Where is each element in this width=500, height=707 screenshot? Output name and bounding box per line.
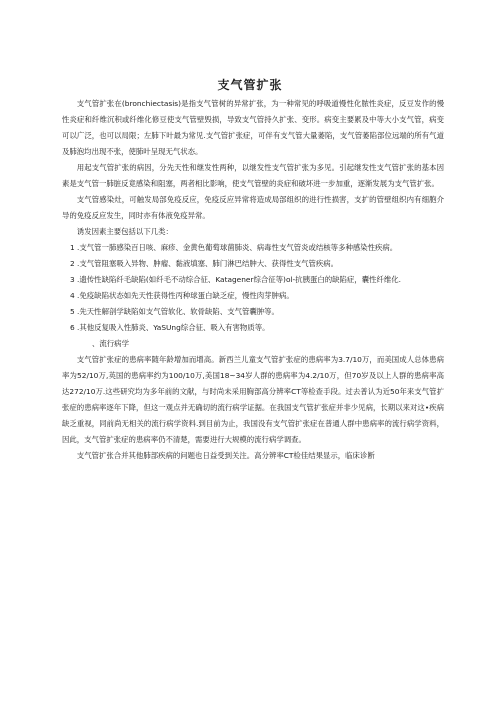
list-item: 5 .先天性解剖学缺陷如支气管软化、软骨缺陷、支气管囊肿等。 — [70, 307, 279, 316]
paragraph-comorbidity: 支气管扩张合并其他肺部疾病的问题也日益受到关注。高分辨率CT检佳结果显示，临床诊断 — [76, 451, 375, 460]
paragraph-definition: 支气管扩张在(bronchiectasis)是指支气管树的异常扩张，为一种常见的呼吸道慢性化脓性炎症，反豆发作的慢性炎症和纤维沉积或纤维化修豆使支气管壁毁损，导致支气管持久扩张、变形。病变主要累及中等大小支气管，病变可以广泛，也可以局限；左肺下叶最为常见.支气管扩张症，可伴有支气管大量萎陷，支气管萎陷部位远端的所有气道及肺泡均出现不张，使肺叶呈现无气状态。 — [62, 99, 444, 156]
list-item: 6 .其他反复吸入性肺炎、YaSUng综合征、吸入有害物质等。 — [70, 323, 270, 332]
list-item: 3 .遗传性缺陷纤毛缺陷(如纤毛不动综合征、Katagener综合征等)ol-抗胰蛋白的缺陷症，囊性纤维化. — [70, 275, 402, 284]
document-body — [62, 96, 444, 464]
list-item: 1 .支气管一肺感染百日咳、麻疹、金黄色葡萄球菌肺炎、病毒性支气管炎或结核等多种感染性疾病。 — [70, 243, 398, 252]
paragraph-etiology: 用起支气管扩张的病因，分先天性和继发性两种，以继发性支气管扩张为多见。引起继发性支气管扩张的基本因素是支气管一肺脏反竟感染和阻塞，两者相比影响，使支气管壁的炎症和破坏进一步加重，逐渐发展为支气管扩张。 — [62, 163, 444, 188]
section-heading: 、流行病学 — [92, 339, 129, 348]
paragraph-epidemiology: 支气管扩张症的患病率随年龄增加而增高。新西兰儿童支气管扩张症的患病率为3.7/10万，而美国成人总体患病率为52/10万,英国的患病率约为100/10万,美国18~34岁人群的患病率为4.2/10万，但70岁及以上人群的患病率高达272/10万.这些研究均为多年前的文献，与时尚未采用胸部高分辨率CT等检查手段。过去普认为近50年来支气管扩张症的患病率逐年下降，但这一观点并无确切的流行病学证据。在我国支气管扩张症并非少见病，长期以来对这•疾病缺乏重视，同前尚无相关的流行病学资料.到目前为止，我国没有支气管扩张症在普通人群中患病率的流行病学资料，因此，支气管扩张症的患病率仍不清楚，需要进行大规模的流行病学调查。 — [62, 355, 444, 444]
paragraph-immunity: 支气管感染灶，可触发局部免疫反应，免疫反应异常将造成局部组织的进行性损害，支扩的管壁组织内有细胞介导的免疫反应发生，同时亦有体液免疫异常。 — [62, 195, 444, 220]
list-item: 2 .支气管阻塞吸入异物、肿瘤、黏液填塞、肺门淋巴结肿大、获得性支气管疾病。 — [70, 259, 339, 268]
document-title: 支气管扩张 — [217, 78, 283, 92]
list-item: 4 .免疫缺陷状态如先天性获得性丙种球蛋白缺乏症，慢性肉芽肿病。 — [70, 291, 294, 300]
paragraph-factors-intro: 诱发因素主要包括以下几类： — [76, 227, 173, 236]
